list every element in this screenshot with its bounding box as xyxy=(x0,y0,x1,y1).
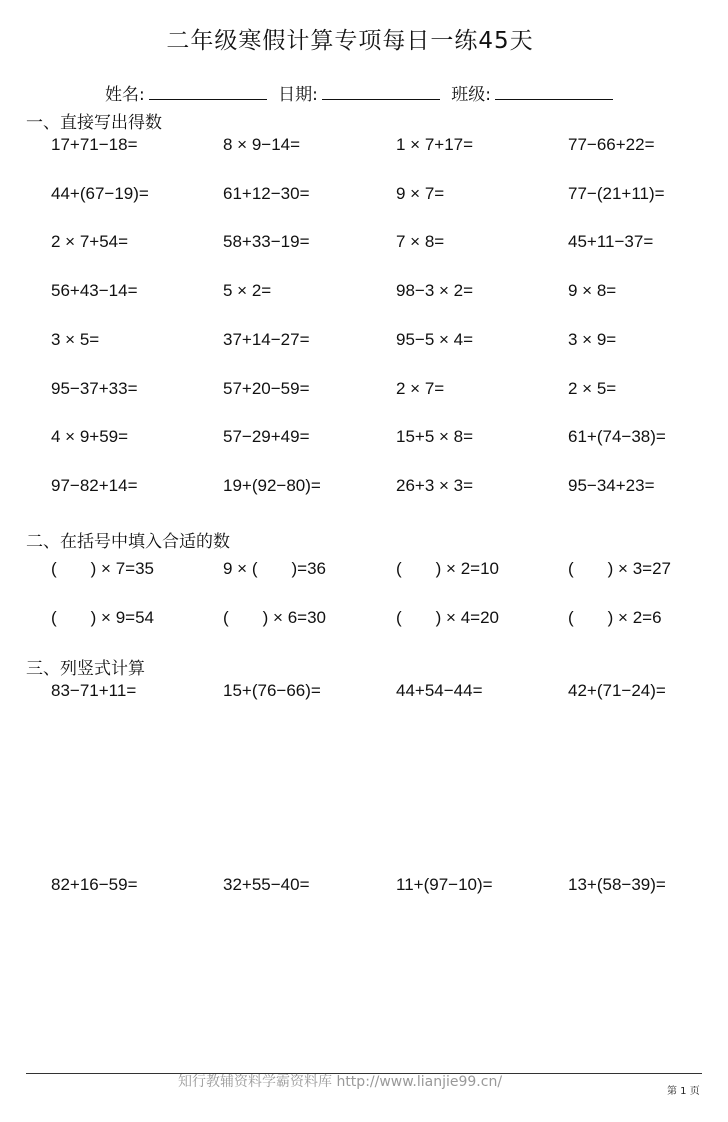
section-title: 一、直接写出得数 xyxy=(26,113,162,133)
problem-item: 4 × 9+59= xyxy=(51,427,129,446)
problem-item: 9 × 8= xyxy=(568,281,617,300)
problem-item: ( ) × 7=35 xyxy=(51,559,154,578)
problem-item: 1 × 7+17= xyxy=(396,135,474,154)
problem-item: 17+71−18= xyxy=(51,135,138,154)
problem-item: ( ) × 4=20 xyxy=(396,608,499,627)
problem-item: 44+54−44= xyxy=(396,681,483,700)
problem-item: ( ) × 2=6 xyxy=(568,608,662,627)
problem-item: ( ) × 9=54 xyxy=(51,608,154,627)
problem-item: 42+(71−24)= xyxy=(568,681,666,700)
problem-item: ( ) × 3=27 xyxy=(568,559,671,578)
problem-item: 26+3 × 3= xyxy=(396,476,474,495)
problem-item: ( ) × 2=10 xyxy=(396,559,499,578)
problem-item: 7 × 8= xyxy=(396,232,445,251)
problem-item: 44+(67−19)= xyxy=(51,184,149,203)
page-number: 第 1 页 xyxy=(667,1086,700,1097)
problem-item: 15+(76−66)= xyxy=(223,681,321,700)
problem-item: 61+12−30= xyxy=(223,184,310,203)
problem-item: 77−(21+11)= xyxy=(568,184,665,203)
problem-item: 56+43−14= xyxy=(51,281,138,300)
problem-item: 13+(58−39)= xyxy=(568,875,666,894)
problem-item: 77−66+22= xyxy=(568,135,655,154)
problem-item: 3 × 5= xyxy=(51,330,100,349)
problem-item: 9 × 7= xyxy=(396,184,445,203)
problem-item: 95−34+23= xyxy=(568,476,655,495)
problem-item: 61+(74−38)= xyxy=(568,427,666,446)
problem-item: 11+(97−10)= xyxy=(396,875,493,894)
problem-item: 98−3 × 2= xyxy=(396,281,474,300)
class-blank[interactable] xyxy=(495,83,613,100)
class-label: 班级: xyxy=(451,85,492,105)
problem-item: 5 × 2= xyxy=(223,281,272,300)
problem-item: 19+(92−80)= xyxy=(223,476,321,495)
problem-item: 57−29+49= xyxy=(223,427,310,446)
student-info-line xyxy=(105,80,619,105)
problem-item: 15+5 × 8= xyxy=(396,427,474,446)
section-title: 二、在括号中填入合适的数 xyxy=(26,532,230,552)
name-blank[interactable] xyxy=(149,83,267,100)
problem-item: ( ) × 6=30 xyxy=(223,608,326,627)
problem-item: 32+55−40= xyxy=(223,875,310,894)
problem-item: 57+20−59= xyxy=(223,379,310,398)
date-label: 日期: xyxy=(278,85,318,105)
problem-item: 97−82+14= xyxy=(51,476,138,495)
problem-item: 2 × 7= xyxy=(396,379,445,398)
date-blank[interactable] xyxy=(322,83,440,100)
footer-watermark: 知行教辅资料学霸资料库 http://www.lianjie99.cn/ xyxy=(178,1074,503,1090)
worksheet-title: 二年级寒假计算专项每日一练45天 xyxy=(166,28,534,54)
problem-item: 95−5 × 4= xyxy=(396,330,474,349)
problem-item: 37+14−27= xyxy=(223,330,310,349)
problem-item: 82+16−59= xyxy=(51,875,138,894)
problem-item: 8 × 9−14= xyxy=(223,135,301,154)
section-title: 三、列竖式计算 xyxy=(26,659,145,679)
problem-item: 2 × 5= xyxy=(568,379,617,398)
problem-item: 2 × 7+54= xyxy=(51,232,129,251)
problem-item: 3 × 9= xyxy=(568,330,617,349)
problem-item: 83−71+11= xyxy=(51,681,137,700)
problem-item: 45+11−37= xyxy=(568,232,654,251)
name-label: 姓名: xyxy=(105,85,145,105)
problem-item: 9 × ( )=36 xyxy=(223,559,326,578)
problem-item: 58+33−19= xyxy=(223,232,310,251)
problem-item: 95−37+33= xyxy=(51,379,138,398)
